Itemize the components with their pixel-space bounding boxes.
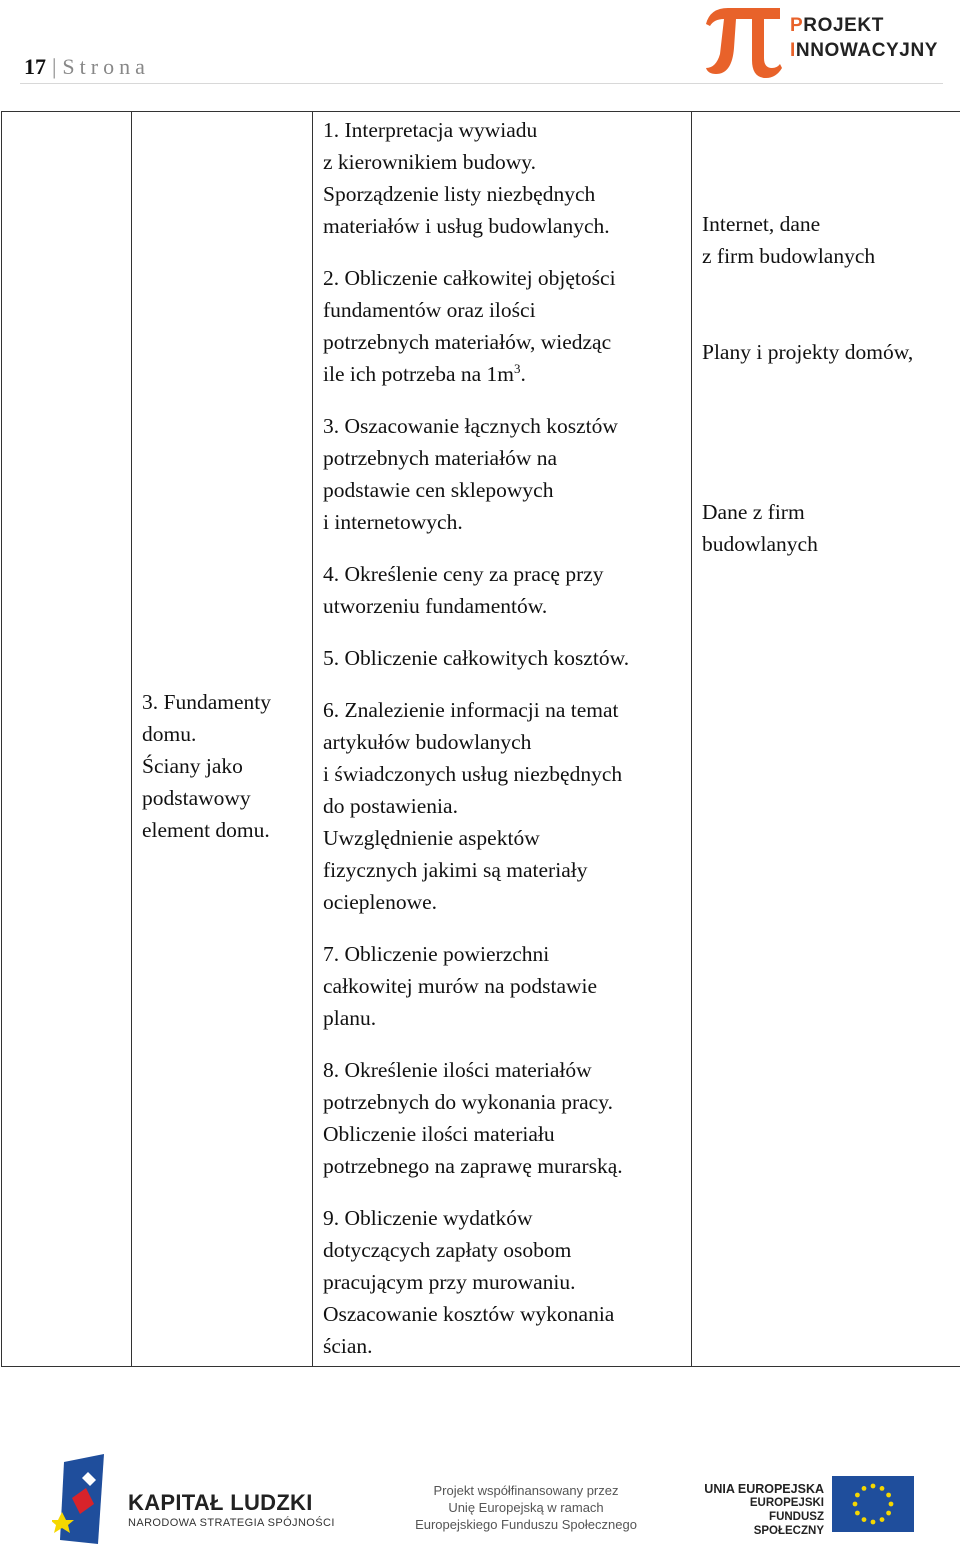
task-1: 1. Interpretacja wywiadu z kierownikiem budowy. Sporządzenie listy niezbędnych materiałów i usług budowlanych.	[323, 118, 610, 238]
task-3: 3. Oszacowanie łącznych kosztów potrzebnych materiałów na podstawie cen sklepowych i internetowych.	[323, 414, 618, 534]
cofinancing-note: Projekt współfinansowany przez Unię Europejską w ramach Europejskiego Funduszu Społecznego	[415, 1483, 637, 1532]
table-row	[2, 112, 960, 1367]
curriculum-table	[1, 111, 960, 1367]
task-6: 6. Znalezienie informacji na temat artykułów budowlanych i świadczonych usług niezbędnych do postawienia. Uwzględnienie aspektów fizycznych jakimi są materiały ocieplenowe.	[323, 698, 623, 914]
tasks-cell	[313, 112, 692, 1367]
cubic-superscript: 3	[514, 360, 521, 376]
task-5: 5. Obliczenie całkowitych kosztów.	[323, 646, 630, 670]
source-3: Dane z firm budowlanych	[702, 500, 818, 556]
eu-label: UNIA EUROPEJSKA EUROPEJSKI FUNDUSZ SPOŁECZNY	[704, 1482, 824, 1537]
source-1: Internet, dane z firm budowlanych	[702, 212, 876, 268]
sources-cell	[692, 112, 960, 1367]
kl-title: KAPITAŁ LUDZKI	[128, 1490, 313, 1515]
page-number-label	[24, 54, 150, 80]
task-4: 4. Określenie ceny za pracę przy utworzeniu fundamentów.	[323, 562, 604, 618]
tasks-list	[313, 112, 691, 1362]
source-2: Plany i projekty domów,	[702, 340, 914, 364]
topic-line: 3. Fundamenty	[142, 690, 271, 714]
page-number: 17	[24, 54, 46, 79]
kl-subtitle: NARODOWA STRATEGIA SPÓJNOŚCI	[128, 1517, 335, 1529]
kapital-ludzki-logo-icon	[52, 1454, 110, 1544]
topic-line: podstawowy	[142, 786, 251, 810]
page-footer	[0, 1440, 960, 1556]
header-divider	[20, 83, 943, 84]
empty-cell	[2, 112, 132, 1367]
task-9: 9. Obliczenie wydatków dotyczących zapłaty osobom pracującym przy murowaniu. Oszacowanie kosztów wykonania ścian.	[323, 1206, 615, 1358]
logo-line-1: PROJEKT	[790, 15, 884, 36]
topic-cell	[132, 112, 313, 1367]
page-separator: |	[52, 54, 57, 79]
task-2: 2. Obliczenie całkowitej objętości fundamentów oraz ilości potrzebnych materiałów, wiedząc ile ich potrzeba na $1m^3$.	[323, 266, 616, 386]
topic-text	[132, 686, 312, 846]
page-word: Strona	[62, 54, 150, 79]
eu-flag-icon	[832, 1476, 914, 1532]
sources-list	[692, 112, 960, 560]
page-header	[0, 0, 960, 90]
task-8: 8. Określenie ilości materiałów potrzebnych do wykonania pracy. Obliczenie ilości materiału potrzebnego na zaprawę murarską.	[323, 1058, 623, 1178]
topic-line: element domu.	[142, 818, 270, 842]
projekt-innowacyjny-logo	[790, 13, 938, 63]
logo-line-2: INNOWACYJNY	[790, 40, 939, 61]
task-7: 7. Obliczenie powierzchni całkowitej murów na podstawie planu.	[323, 942, 598, 1030]
topic-line: Ściany jako	[142, 754, 243, 778]
pi-logo-icon	[702, 2, 784, 78]
topic-line: domu.	[142, 722, 197, 746]
